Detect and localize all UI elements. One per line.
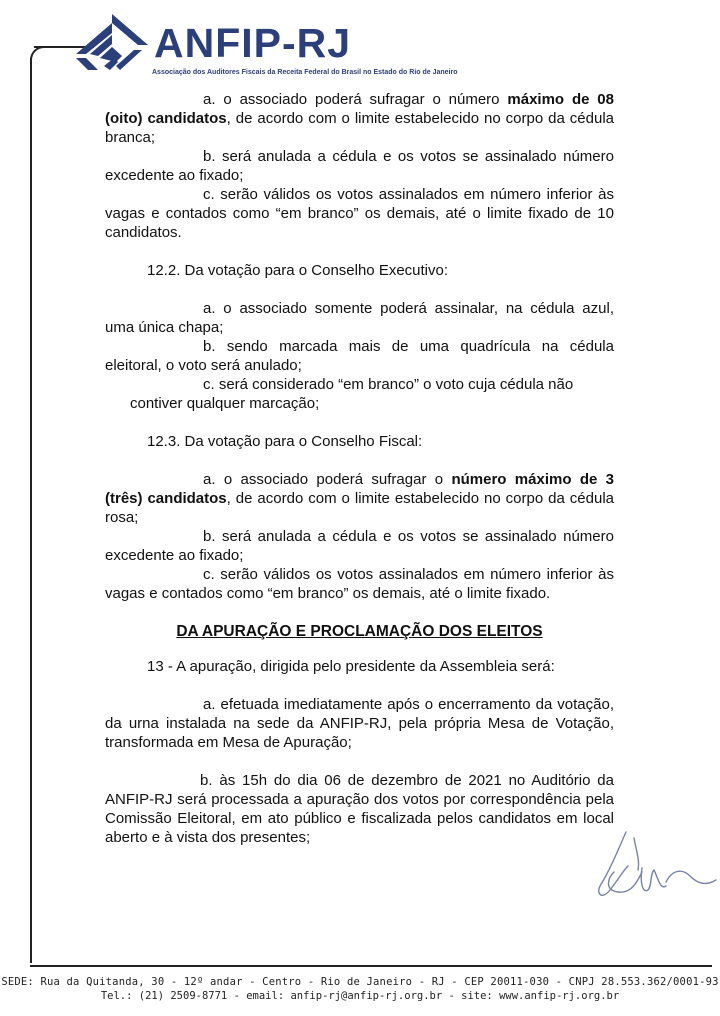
paragraph-12-3a: a. o associado poderá sufragar o número máximo de 3 (três) candidatos, de acordo com o limite estabelecido no corpo da cédula rosa; <box>105 471 615 526</box>
frame-corner <box>30 46 46 62</box>
footer-address: SEDE: Rua da Quitanda, 30 - 12º andar - Centro - Rio de Janeiro - RJ - CEP 20011-030 - CNPJ 28.553.362/0001-93 <box>1 976 719 988</box>
section-13-title: 13 - A apuração, dirigida pelo presidente da Assembleia será: <box>147 658 555 675</box>
paragraph-12-3b: b. será anulada a cédula e os votos se assinalado número excedente ao fixado; <box>105 528 614 564</box>
paragraph-1c: c. serão válidos os votos assinalados em número inferior às vagas e contados como “em branco” os demais, até o limite fixado de 10 candidatos. <box>105 186 614 241</box>
anfip-emblem-icon <box>76 14 148 76</box>
document-body <box>105 90 614 847</box>
logo-subtitle: Associação dos Auditores Fiscais da Receita Federal do Brasil no Estado do Rio de Janeiro <box>152 69 458 76</box>
anfip-logo <box>76 14 458 84</box>
paragraph-1b: b. será anulada a cédula e os votos se assinalado número excedente ao fixado; <box>105 148 614 184</box>
paragraph-13b: b. às 15h do dia 06 de dezembro de 2021 no Auditório da ANFIP-RJ será processada a apuração dos votos por correspondência pela Comissão Eleitoral, em ato público e fiscalizada pelos candidatos em local aberto e à vista dos presentes; <box>105 772 614 846</box>
paragraph-12-2c: c. será considerado “em branco” o voto cuja cédula não <box>203 376 574 393</box>
section-12-3-title: 12.3. Da votação para o Conselho Fiscal: <box>147 433 423 450</box>
frame-bottom-line <box>30 965 712 967</box>
frame-left-line <box>30 58 32 963</box>
paragraph-12-3c: c. serão válidos os votos assinalados em número inferior às vagas e contados como “em branco” os demais, até o limite fixado. <box>105 566 614 602</box>
paragraph-12-2c-cont: contiver qualquer marcação; <box>130 395 320 412</box>
logo-name: ANFIP-RJ <box>154 20 352 66</box>
handwritten-signature <box>588 820 718 910</box>
section-heading: DA APURAÇÃO E PROCLAMAÇÃO DOS ELEITOS <box>176 623 543 640</box>
section-12-2-title: 12.2. Da votação para o Conselho Executivo: <box>147 262 449 279</box>
paragraph-1a: a. o associado poderá sufragar o número máximo de 08 (oito) candidatos, de acordo com o limite estabelecido no corpo da cédula branca; <box>105 91 614 146</box>
paragraph-12-2a: a. o associado somente poderá assinalar, na cédula azul, uma única chapa; <box>105 300 614 336</box>
footer-contact: Tel.: (21) 2509-8771 - email: anfip-rj@anfip-rj.org.br - site: www.anfip-rj.org.br <box>100 990 620 1002</box>
paragraph-12-2b: b. sendo marcada mais de uma quadrícula na cédula eleitoral, o voto será anulado; <box>105 338 614 374</box>
paragraph-13a: a. efetuada imediatamente após o encerramento da votação, da urna instalada na sede da ANFIP-RJ, pela própria Mesa de Votação, transformada em Mesa de Apuração; <box>105 696 614 751</box>
